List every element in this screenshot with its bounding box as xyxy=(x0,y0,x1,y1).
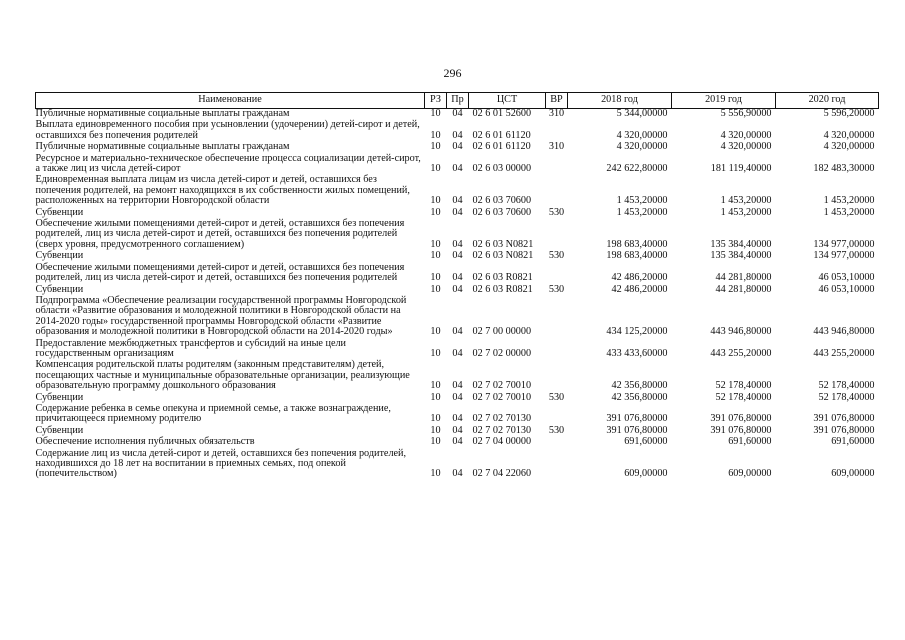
row-2018-value: 242 622,80000 xyxy=(606,163,668,175)
row-2020-value: 609,00000 xyxy=(831,468,875,480)
table-row xyxy=(36,154,879,176)
table-row xyxy=(36,251,879,262)
row-vr: 530 xyxy=(548,391,565,403)
row-2019-value: 44 281,80000 xyxy=(715,272,772,284)
header-vr: ВР xyxy=(546,93,568,109)
header-name: Наименование xyxy=(36,93,425,109)
row-pr: 04 xyxy=(452,250,463,262)
row-2018-value: 198 683,40000 xyxy=(606,238,668,250)
table-row xyxy=(36,263,879,285)
row-name: Ресурсное и материально-техническое обеспечение процесса социализации детей-сирот, а также лиц из числа детей-сирот xyxy=(35,152,421,175)
row-2019-value: 1 453,20000 xyxy=(720,195,772,207)
row-pr: 04 xyxy=(452,195,463,207)
row-cst: 02 7 02 00000 xyxy=(472,347,532,359)
row-2018-value: 1 453,20000 xyxy=(616,206,668,218)
row-vr xyxy=(546,339,568,361)
row-pr: 04 xyxy=(452,424,463,436)
row-name: Единовременная выплата лицам из числа детей-сирот и детей, оставшихся без попечения родителей, на ремонт находящихся в их собственности жилых помещений, расположенных на территории Новгородской области xyxy=(35,174,410,207)
row-2019-value: 1 453,20000 xyxy=(720,206,772,218)
row-2020-value: 4 320,00000 xyxy=(823,129,875,141)
row-2019-value: 135 384,40000 xyxy=(710,250,772,262)
row-rz: 10 xyxy=(430,195,441,207)
row-pr: 04 xyxy=(452,283,463,295)
row-2018-value: 391 076,80000 xyxy=(606,424,668,436)
row-rz: 10 xyxy=(430,163,441,175)
row-name: Обеспечение жилыми помещениями детей-сирот и детей, оставшихся без попечения родителей, лиц из числа детей-сирот и детей, оставшихся без попечения родителей xyxy=(35,261,405,284)
row-2020-value: 52 178,40000 xyxy=(818,391,875,403)
row-2020-value: 5 596,20000 xyxy=(823,108,875,119)
table-body xyxy=(36,109,879,481)
row-cst: 02 7 02 70010 xyxy=(472,380,532,392)
row-2019-value: 4 320,00000 xyxy=(720,129,772,141)
row-name: Обеспечение исполнения публичных обязательств xyxy=(35,436,255,448)
row-vr xyxy=(546,120,568,142)
row-2020-value: 1 453,20000 xyxy=(823,206,875,218)
table-row xyxy=(36,437,879,448)
row-2019-value: 181 119,40000 xyxy=(710,163,772,175)
header-pr: Пр xyxy=(447,93,469,109)
table-header-row xyxy=(36,93,879,109)
row-2020-value: 52 178,40000 xyxy=(818,380,875,392)
row-cst: 02 6 03 R0821 xyxy=(472,272,533,284)
row-2019-value: 609,00000 xyxy=(728,468,772,480)
row-cst: 02 7 02 70010 xyxy=(472,391,532,403)
row-pr: 04 xyxy=(452,347,463,359)
row-2020-value: 691,60000 xyxy=(831,436,875,448)
row-vr xyxy=(546,154,568,176)
row-cst: 02 7 02 70130 xyxy=(472,413,532,425)
row-pr: 04 xyxy=(452,238,463,250)
row-rz: 10 xyxy=(430,129,441,141)
row-2019-value: 44 281,80000 xyxy=(715,283,772,295)
row-pr: 04 xyxy=(452,436,463,448)
row-name: Субвенции xyxy=(35,424,84,436)
header-2019: 2019 год xyxy=(672,93,776,109)
row-cst: 02 6 01 52600 xyxy=(472,108,532,119)
row-name: Выплата единовременного пособия при усыновлении (удочерении) детей-сирот и детей, оставшихся без попечения родителей xyxy=(35,119,420,141)
row-2018-value: 4 320,00000 xyxy=(616,141,668,153)
row-2019-value: 691,60000 xyxy=(728,436,772,448)
row-name: Компенсация родительской платы родителям (законным представителям) детей, посещающих частные и муниципальные образовательные организации, реализующие образовательную программу дошкольного образования xyxy=(35,359,410,392)
row-name: Субвенции xyxy=(35,206,84,218)
row-name: Содержание ребенка в семье опекуна и приемной семье, а также вознаграждение, причитающееся приемному родителю xyxy=(35,402,391,425)
row-vr xyxy=(546,449,568,481)
row-vr: 310 xyxy=(548,141,565,153)
row-rz: 10 xyxy=(430,391,441,403)
row-2019-value: 391 076,80000 xyxy=(710,424,772,436)
row-rz: 10 xyxy=(430,347,441,359)
row-pr: 04 xyxy=(452,468,463,480)
row-2020-value: 182 483,30000 xyxy=(813,163,875,175)
row-rz: 10 xyxy=(430,238,441,250)
row-cst: 02 6 03 70600 xyxy=(472,195,532,207)
header-rz: РЗ xyxy=(425,93,447,109)
row-2018-value: 42 356,80000 xyxy=(611,391,668,403)
row-pr: 04 xyxy=(452,108,463,119)
row-2019-value: 443 255,20000 xyxy=(710,347,772,359)
row-cst: 02 6 03 N0821 xyxy=(472,250,534,262)
row-rz: 10 xyxy=(430,468,441,480)
row-pr: 04 xyxy=(452,413,463,425)
row-vr xyxy=(546,404,568,426)
row-2020-value: 46 053,10000 xyxy=(818,272,875,284)
row-2020-value: 46 053,10000 xyxy=(818,283,875,295)
row-rz: 10 xyxy=(430,250,441,262)
row-rz: 10 xyxy=(430,283,441,295)
row-vr: 530 xyxy=(548,283,565,295)
row-cst: 02 6 01 61120 xyxy=(472,141,531,153)
row-2019-value: 52 178,40000 xyxy=(715,380,772,392)
row-vr: 530 xyxy=(548,424,565,436)
row-vr xyxy=(546,263,568,285)
row-rz: 10 xyxy=(430,424,441,436)
row-cst: 02 7 02 70130 xyxy=(472,424,532,436)
row-2018-value: 609,00000 xyxy=(624,468,668,480)
row-2019-value: 135 384,40000 xyxy=(710,238,772,250)
row-pr: 04 xyxy=(452,380,463,392)
row-2020-value: 134 977,00000 xyxy=(813,238,875,250)
row-vr: 310 xyxy=(548,108,565,119)
row-rz: 10 xyxy=(430,436,441,448)
row-2018-value: 1 453,20000 xyxy=(616,195,668,207)
row-2020-value: 4 320,00000 xyxy=(823,141,875,153)
row-vr xyxy=(546,437,568,448)
row-pr: 04 xyxy=(452,206,463,218)
row-2020-value: 391 076,80000 xyxy=(813,424,875,436)
row-vr xyxy=(546,296,568,339)
table-row xyxy=(36,360,879,392)
row-pr: 04 xyxy=(452,272,463,284)
page-number: 296 xyxy=(443,66,462,80)
row-rz: 10 xyxy=(430,272,441,284)
row-pr: 04 xyxy=(452,391,463,403)
row-rz: 10 xyxy=(430,206,441,218)
budget-table xyxy=(35,92,879,481)
row-2018-value: 42 486,20000 xyxy=(611,283,668,295)
row-2019-value: 52 178,40000 xyxy=(715,391,772,403)
row-2019-value: 4 320,00000 xyxy=(720,141,772,153)
row-2020-value: 134 977,00000 xyxy=(813,250,875,262)
row-vr xyxy=(546,360,568,392)
row-cst: 02 7 04 22060 xyxy=(472,468,532,480)
row-pr: 04 xyxy=(452,141,463,153)
table-row xyxy=(36,142,879,153)
row-2020-value: 443 946,80000 xyxy=(813,326,875,338)
row-cst: 02 7 00 00000 xyxy=(472,326,532,338)
row-2020-value: 443 255,20000 xyxy=(813,347,875,359)
row-2018-value: 4 320,00000 xyxy=(616,129,668,141)
row-cst: 02 6 01 61120 xyxy=(472,129,531,141)
table-row xyxy=(36,296,879,339)
row-2020-value: 1 453,20000 xyxy=(823,195,875,207)
row-name: Содержание лиц из числа детей-сирот и детей, оставшихся без попечения родителей, находившихся до 18 лет на воспитании в приемных семьях, под опекой (попечительством) xyxy=(35,447,407,480)
row-pr: 04 xyxy=(452,163,463,175)
row-2020-value: 391 076,80000 xyxy=(813,413,875,425)
table-row xyxy=(36,449,879,481)
row-2018-value: 42 486,20000 xyxy=(611,272,668,284)
header-2020: 2020 год xyxy=(776,93,879,109)
table-row xyxy=(36,120,879,142)
row-name: Публичные нормативные социальные выплаты гражданам xyxy=(35,108,290,119)
row-name: Подпрограмма «Обеспечение реализации государственной программы Новгородской области «Развитие образования и молодежной политики в Новгородской области на 2014-2020 годы» государственной программы Новгородской области «Развитие образования и молодежной политики в Новгородской области на 2014-2020 годы» xyxy=(35,294,407,338)
row-2018-value: 691,60000 xyxy=(624,436,668,448)
row-vr xyxy=(546,175,568,207)
row-cst: 02 6 03 00000 xyxy=(472,163,532,175)
row-name: Субвенции xyxy=(35,283,84,295)
row-2019-value: 443 946,80000 xyxy=(710,326,772,338)
row-2019-value: 5 556,90000 xyxy=(720,108,772,119)
row-rz: 10 xyxy=(430,108,441,119)
row-2018-value: 42 356,80000 xyxy=(611,380,668,392)
table-row xyxy=(36,219,879,251)
header-2018: 2018 год xyxy=(568,93,672,109)
row-vr: 530 xyxy=(548,206,565,218)
row-name: Субвенции xyxy=(35,250,84,262)
row-pr: 04 xyxy=(452,129,463,141)
row-cst: 02 6 03 N0821 xyxy=(472,238,534,250)
row-cst: 02 7 04 00000 xyxy=(472,436,532,448)
row-rz: 10 xyxy=(430,380,441,392)
row-name: Публичные нормативные социальные выплаты гражданам xyxy=(35,141,290,153)
row-2018-value: 391 076,80000 xyxy=(606,413,668,425)
row-name: Обеспечение жилыми помещениями детей-сирот и детей, оставшихся без попечения родителей, лиц из числа детей-сирот и детей, оставшихся без попечения родителей (сверх уровня, предусмотренного соглашением) xyxy=(35,218,405,250)
row-vr: 530 xyxy=(548,250,565,262)
row-rz: 10 xyxy=(430,413,441,425)
table-row xyxy=(36,175,879,207)
row-vr xyxy=(546,219,568,251)
table-row xyxy=(36,339,879,361)
row-name: Субвенции xyxy=(35,391,84,403)
table-row xyxy=(36,404,879,426)
row-2019-value: 391 076,80000 xyxy=(710,413,772,425)
row-pr: 04 xyxy=(452,326,463,338)
header-cst: ЦСТ xyxy=(469,93,546,109)
row-cst: 02 6 03 70600 xyxy=(472,206,532,218)
row-name: Предоставление межбюджетных трансфертов и субсидий на иные цели государственным организациям xyxy=(35,337,347,359)
row-2018-value: 434 125,20000 xyxy=(606,326,668,338)
row-2018-value: 5 344,00000 xyxy=(616,108,668,119)
row-rz: 10 xyxy=(430,141,441,153)
row-2018-value: 433 433,60000 xyxy=(606,347,668,359)
row-cst: 02 6 03 R0821 xyxy=(472,283,533,295)
row-2018-value: 198 683,40000 xyxy=(606,250,668,262)
row-rz: 10 xyxy=(430,326,441,338)
